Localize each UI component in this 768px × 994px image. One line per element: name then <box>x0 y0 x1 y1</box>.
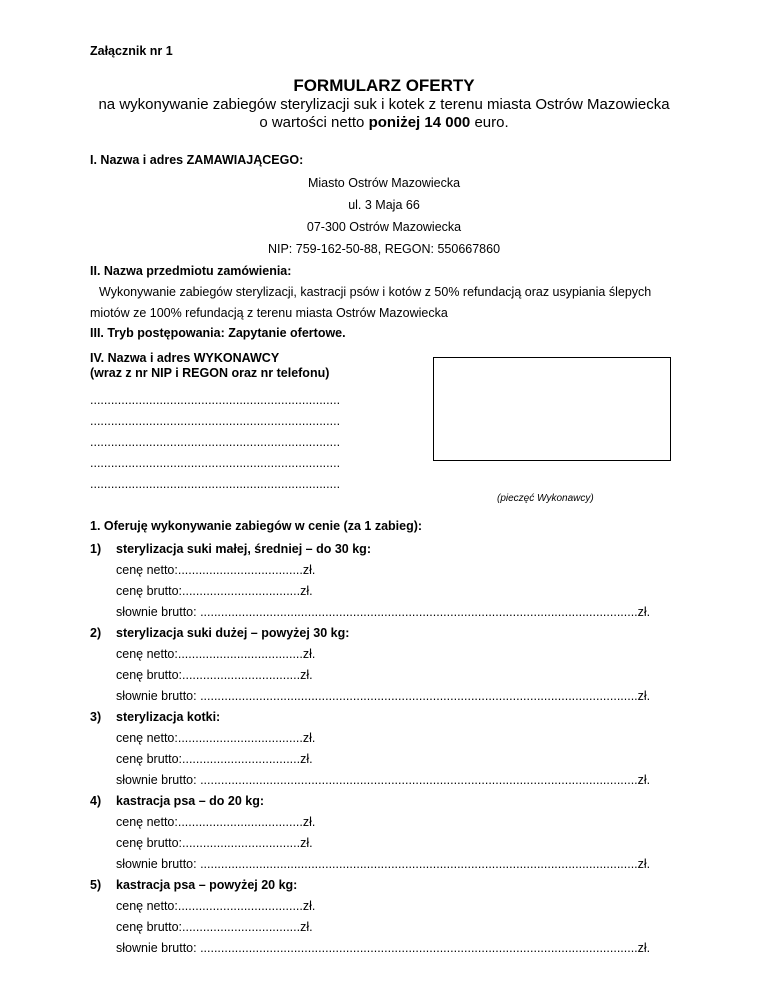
item-1-label: sterylizacja suki małej, średniej – do 30 kg: <box>116 542 371 556</box>
item-4-netto[interactable]: cenę netto:....................................zł. <box>116 815 316 829</box>
item-3-brutto[interactable]: cenę brutto:..................................zł. <box>116 752 313 766</box>
item-3-label: sterylizacja kotki: <box>116 710 221 724</box>
item-2-slownie[interactable]: słownie brutto: ..............................................................................................................................zł. <box>116 689 651 703</box>
subtitle-pre: o wartości netto <box>259 114 369 131</box>
contractor-line-3[interactable]: ........................................................................ <box>90 435 341 449</box>
section1-heading: I. Nazwa i adres ZAMAWIAJĄCEGO: <box>90 153 304 167</box>
section4-heading-line2: (wraz z nr NIP i REGON oraz nr telefonu) <box>90 366 330 380</box>
contractor-line-2[interactable]: ........................................................................ <box>90 414 341 428</box>
item-4-number: 4) <box>90 794 102 808</box>
contractor-line-4[interactable]: ........................................................................ <box>90 456 341 470</box>
subject-line1: Wykonywanie zabiegów sterylizacji, kastracji psów i kotów z 50% refundacją oraz usypiania ślepych <box>99 285 652 299</box>
item-1-netto[interactable]: cenę netto:....................................zł. <box>116 563 316 577</box>
item-4-label: kastracja psa – do 20 kg: <box>116 794 264 808</box>
item-3-slownie[interactable]: słownie brutto: ..............................................................................................................................zł. <box>116 773 651 787</box>
section3-heading: III. Tryb postępowania: Zapytanie ofertowe. <box>90 326 346 340</box>
item-1-slownie[interactable]: słownie brutto: ..............................................................................................................................zł. <box>116 605 651 619</box>
subtitle-post: euro. <box>470 114 509 131</box>
item-2-number: 2) <box>90 626 102 640</box>
form-subtitle-line2 <box>0 114 768 131</box>
item-5-slownie[interactable]: słownie brutto: ..............................................................................................................................zł. <box>116 941 651 955</box>
item-5-brutto[interactable]: cenę brutto:..................................zł. <box>116 920 313 934</box>
offer-heading: 1. Oferuję wykonywanie zabiegów w cenie (za 1 zabieg): <box>90 519 423 533</box>
annex-label: Załącznik nr 1 <box>90 44 173 58</box>
stamp-caption: (pieczęć Wykonawcy) <box>497 493 594 504</box>
item-3-netto[interactable]: cenę netto:....................................zł. <box>116 731 316 745</box>
buyer-city: 07-300 Ostrów Mazowiecka <box>306 220 462 234</box>
section2-heading: II. Nazwa przedmiotu zamówienia: <box>90 264 292 278</box>
item-4-brutto[interactable]: cenę brutto:..................................zł. <box>116 836 313 850</box>
item-5-netto[interactable]: cenę netto:....................................zł. <box>116 899 316 913</box>
section4-heading-line1: IV. Nazwa i adres WYKONAWCY <box>90 351 280 365</box>
subject-line2: miotów ze 100% refundacją z terenu miasta Ostrów Mazowiecka <box>90 306 448 320</box>
item-4-slownie[interactable]: słownie brutto: ..............................................................................................................................zł. <box>116 857 651 871</box>
form-title: FORMULARZ OFERTY <box>293 76 475 95</box>
item-2-netto[interactable]: cenę netto:....................................zł. <box>116 647 316 661</box>
contractor-line-1[interactable]: ........................................................................ <box>90 393 341 407</box>
buyer-street: ul. 3 Maja 66 <box>348 198 420 212</box>
buyer-name: Miasto Ostrów Mazowiecka <box>307 176 461 190</box>
item-3-number: 3) <box>90 710 102 724</box>
item-2-label: sterylizacja suki dużej – powyżej 30 kg: <box>116 626 350 640</box>
stamp-box[interactable] <box>433 357 671 461</box>
contractor-line-5[interactable]: ........................................................................ <box>90 477 341 491</box>
item-1-number: 1) <box>90 542 102 556</box>
subtitle-value: poniżej 14 000 <box>368 114 471 131</box>
form-subtitle-line1: na wykonywanie zabiegów sterylizacji suk i kotek z terenu miasta Ostrów Mazowiecka <box>98 96 670 113</box>
item-1-brutto[interactable]: cenę brutto:..................................zł. <box>116 584 313 598</box>
buyer-ids: NIP: 759-162-50-88, REGON: 550667860 <box>267 242 501 256</box>
item-5-label: kastracja psa – powyżej 20 kg: <box>116 878 298 892</box>
item-2-brutto[interactable]: cenę brutto:..................................zł. <box>116 668 313 682</box>
item-5-number: 5) <box>90 878 102 892</box>
